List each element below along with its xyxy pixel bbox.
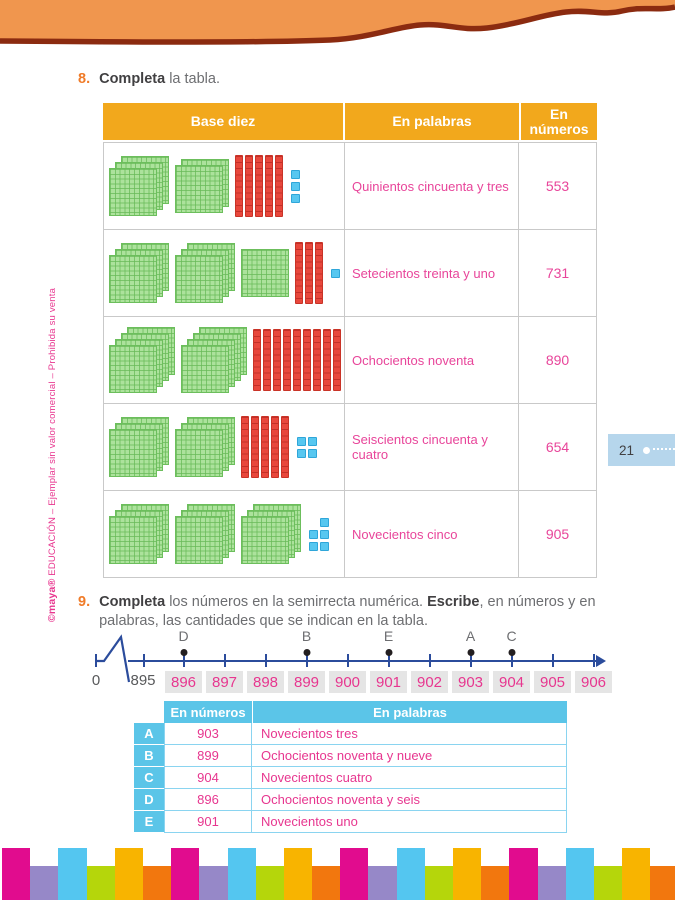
ones-cube xyxy=(320,530,329,539)
table-row xyxy=(134,745,567,767)
column-header-base-diez: Base diez xyxy=(103,103,343,140)
exercise9-number: 9. xyxy=(78,594,91,610)
footer-stripe xyxy=(228,848,256,900)
ones-cube-row xyxy=(331,269,340,278)
footer-stripe xyxy=(566,848,594,900)
column-header-en-palabras: En palabras xyxy=(345,103,519,140)
point-letter-label: D xyxy=(178,628,189,644)
footer-stripes-decoration xyxy=(0,845,675,900)
table-row xyxy=(104,230,596,317)
tens-rod xyxy=(261,416,269,478)
hundreds-flat-stack xyxy=(241,504,301,564)
number-cell: 901 xyxy=(164,811,252,833)
number-cell: 731 xyxy=(545,265,570,281)
point-letter-label: C xyxy=(506,628,517,644)
tens-rod xyxy=(303,329,311,391)
numberline-value-box: 897 xyxy=(206,671,243,693)
point-letter-label: A xyxy=(465,628,476,644)
ones-cube xyxy=(291,170,300,179)
footer-stripe xyxy=(58,848,86,900)
hundreds-flat xyxy=(109,255,157,303)
ones-cube xyxy=(308,449,317,458)
row-label-cell: D xyxy=(134,789,164,811)
number-cell: 905 xyxy=(545,526,570,542)
tens-rods-group xyxy=(241,416,289,478)
number-cell: 904 xyxy=(164,767,252,789)
footer-stripe xyxy=(284,848,312,900)
number-cell: 890 xyxy=(545,352,570,368)
hundreds-flat xyxy=(241,516,289,564)
footer-stripe xyxy=(481,866,509,900)
words-cell: Quinientos cincuenta y tres xyxy=(345,143,519,229)
tens-rod xyxy=(235,155,243,217)
ones-cubes-group xyxy=(291,170,300,203)
words-cell: Ochocientos noventa y seis xyxy=(252,789,567,811)
numberline-value-box: 903 xyxy=(452,671,489,693)
words-cell: Setecientos treinta y uno xyxy=(345,230,519,316)
hundreds-flat-stack xyxy=(109,156,169,216)
tens-rod xyxy=(333,329,341,391)
number-line-tick xyxy=(143,654,145,667)
tens-rod xyxy=(281,416,289,478)
number-line-tick xyxy=(224,654,226,667)
ones-cube xyxy=(309,542,318,551)
base-ten-blocks-cell xyxy=(104,404,345,490)
tens-rods-group xyxy=(253,329,341,391)
exercise8-title xyxy=(99,71,220,87)
hundreds-flat-stack xyxy=(109,327,175,393)
table-row xyxy=(134,767,567,789)
ones-cube xyxy=(297,437,306,446)
hundreds-flat-stack xyxy=(109,417,169,477)
hundreds-flat xyxy=(175,429,223,477)
footer-stripe xyxy=(538,866,566,900)
title-segment: Escribe xyxy=(427,594,480,610)
answers-table xyxy=(134,701,567,833)
ones-cube-row xyxy=(297,449,317,458)
ones-cube-row xyxy=(309,530,329,539)
words-cell: Ochocientos noventa xyxy=(345,317,519,403)
point-letter-label: E xyxy=(383,628,394,644)
ones-cube xyxy=(309,530,318,539)
ones-cubes-group xyxy=(309,518,329,551)
tens-rods-group xyxy=(295,242,323,304)
footer-stripe xyxy=(2,848,30,900)
words-cell: Novecientos uno xyxy=(252,811,567,833)
point-dot xyxy=(508,649,515,656)
hundreds-flat-stack xyxy=(181,327,247,393)
row-label-cell: A xyxy=(134,723,164,745)
table-row xyxy=(104,491,596,577)
ones-cube-row xyxy=(291,170,300,179)
answers-table-body xyxy=(134,723,567,833)
page-number: 21 xyxy=(619,442,635,458)
tens-rod xyxy=(275,155,283,217)
tens-rod xyxy=(305,242,313,304)
row-label-cell: B xyxy=(134,745,164,767)
base-ten-blocks-cell xyxy=(104,317,345,403)
hundreds-flat xyxy=(109,516,157,564)
hundreds-flat-stack xyxy=(175,243,235,303)
publisher-logo: ©maya® xyxy=(46,578,58,623)
tens-rod xyxy=(265,155,273,217)
hundreds-flat-stack xyxy=(109,243,169,303)
footer-stripe xyxy=(453,848,481,900)
point-dot xyxy=(385,649,392,656)
words-cell: Ochocientos noventa y nueve xyxy=(252,745,567,767)
footer-stripe xyxy=(397,848,425,900)
title-segment: , en números y en palabras, las cantidades que se indican en la tabla. xyxy=(99,594,596,629)
footer-stripe xyxy=(594,866,622,900)
hundreds-flat xyxy=(181,345,229,393)
table-row xyxy=(104,143,596,230)
number-line-tick xyxy=(429,654,431,667)
tab-dot-icon xyxy=(643,447,650,454)
footer-stripe xyxy=(256,866,284,900)
tens-rod xyxy=(251,416,259,478)
point-letter-label: B xyxy=(301,628,312,644)
words-cell: Novecientos tres xyxy=(252,723,567,745)
point-dot xyxy=(467,649,474,656)
numberline-value-box: 896 xyxy=(165,671,202,693)
top-wave-decoration xyxy=(0,0,675,50)
number-cell: 903 xyxy=(164,723,252,745)
ones-cubes-group xyxy=(297,437,317,458)
ones-cube xyxy=(320,542,329,551)
ones-cube-row xyxy=(291,182,300,191)
hundreds-flat xyxy=(109,168,157,216)
title-segment: la tabla. xyxy=(165,71,220,87)
number-cell: 654 xyxy=(545,439,570,455)
numberline-value-box: 901 xyxy=(370,671,407,693)
hundreds-flat xyxy=(109,429,157,477)
exercise8-heading xyxy=(78,70,618,89)
footer-stripe xyxy=(425,866,453,900)
table-row xyxy=(134,789,567,811)
hundreds-flat-stack xyxy=(175,417,235,477)
table-row xyxy=(134,811,567,833)
tens-rod xyxy=(263,329,271,391)
base-ten-table-header xyxy=(103,103,597,140)
column-header-en-palabras: En palabras xyxy=(253,701,567,723)
tens-rod xyxy=(323,329,331,391)
base-ten-table-body xyxy=(103,142,597,578)
number-cell: 899 xyxy=(164,745,252,767)
tens-rod xyxy=(271,416,279,478)
ones-cube xyxy=(297,449,306,458)
title-segment: los números en la semirrecta numérica. xyxy=(165,594,428,610)
table-row xyxy=(104,404,596,491)
footer-stripe xyxy=(30,866,58,900)
base-ten-blocks-cell xyxy=(104,230,345,316)
point-dot xyxy=(180,649,187,656)
footer-stripe xyxy=(199,866,227,900)
answers-table-header xyxy=(134,701,567,723)
column-header-en-numeros: En números xyxy=(521,103,597,140)
tens-rod xyxy=(293,329,301,391)
ones-cube-row xyxy=(309,542,329,551)
footer-stripe xyxy=(87,866,115,900)
exercise9-heading xyxy=(78,593,618,631)
hundreds-flat xyxy=(175,516,223,564)
words-cell: Novecientos cuatro xyxy=(252,767,567,789)
number-line-axis xyxy=(128,660,598,662)
exercise8-number: 8. xyxy=(78,71,91,87)
words-cell: Novecientos cinco xyxy=(345,491,519,577)
point-dot xyxy=(303,649,310,656)
hundreds-flat xyxy=(241,249,289,297)
tens-rod xyxy=(241,416,249,478)
hundreds-flat xyxy=(109,345,157,393)
tab-dotted-leader xyxy=(653,447,675,450)
table-row xyxy=(134,723,567,745)
ones-cubes-group xyxy=(331,269,340,278)
tens-rod xyxy=(255,155,263,217)
ones-cube-row xyxy=(320,518,329,527)
number-line-tick xyxy=(95,654,97,667)
row-label-cell: E xyxy=(134,811,164,833)
footer-stripe xyxy=(340,848,368,900)
exercise9-title xyxy=(99,593,618,631)
row-label-cell: C xyxy=(134,767,164,789)
tens-rod xyxy=(313,329,321,391)
hundreds-flat-stack xyxy=(175,159,229,213)
numberline-value-box: 902 xyxy=(411,671,448,693)
tens-rod xyxy=(315,242,323,304)
break-label: 895 xyxy=(130,672,156,689)
hundreds-flat-stack xyxy=(241,249,289,297)
tens-rod xyxy=(253,329,261,391)
footer-stripe xyxy=(368,866,396,900)
footer-stripe xyxy=(115,848,143,900)
footer-stripe xyxy=(509,848,537,900)
page-number-tab xyxy=(608,434,675,466)
copyright-text: EDUCACIÓN – Ejemplar sin valor comercial – Prohibida su venta xyxy=(47,287,58,579)
numberline-value-box: 906 xyxy=(575,671,612,693)
numberline-value-box: 904 xyxy=(493,671,530,693)
numberline-value-box: 900 xyxy=(329,671,366,693)
number-line-arrow-icon xyxy=(596,655,606,667)
number-line xyxy=(0,628,675,698)
tens-rod xyxy=(245,155,253,217)
copyright-sidebar xyxy=(46,275,58,635)
ones-cube xyxy=(320,518,329,527)
tens-rod xyxy=(295,242,303,304)
ones-cube xyxy=(291,182,300,191)
number-cell: 896 xyxy=(164,789,252,811)
hundreds-flat xyxy=(175,255,223,303)
tens-rod xyxy=(283,329,291,391)
footer-stripe xyxy=(312,866,340,900)
title-segment: Completa xyxy=(99,71,166,87)
table-row xyxy=(104,317,596,404)
base-ten-blocks-cell xyxy=(104,491,345,577)
base-ten-table xyxy=(103,103,597,578)
hundreds-flat-stack xyxy=(109,504,169,564)
ones-cube xyxy=(331,269,340,278)
words-cell: Seiscientos cincuenta y cuatro xyxy=(345,404,519,490)
numberline-value-box: 898 xyxy=(247,671,284,693)
ones-cube-row xyxy=(297,437,317,446)
footer-stripe xyxy=(171,848,199,900)
number-line-tick xyxy=(593,654,595,667)
footer-stripe xyxy=(143,866,171,900)
ones-cube xyxy=(308,437,317,446)
tens-rods-group xyxy=(235,155,283,217)
number-line-tick xyxy=(265,654,267,667)
ones-cube-row xyxy=(291,194,300,203)
numberline-value-box: 899 xyxy=(288,671,325,693)
hundreds-flat-stack xyxy=(175,504,235,564)
hundreds-flat xyxy=(175,165,223,213)
number-line-tick xyxy=(552,654,554,667)
origin-label: 0 xyxy=(91,672,101,689)
number-cell: 553 xyxy=(545,178,570,194)
numberline-value-box: 905 xyxy=(534,671,571,693)
title-segment: Completa xyxy=(99,594,166,610)
footer-stripe xyxy=(622,848,650,900)
base-ten-blocks-cell xyxy=(104,143,345,229)
ones-cube xyxy=(291,194,300,203)
column-header-en-numeros: En números xyxy=(164,701,253,723)
tens-rod xyxy=(273,329,281,391)
header-spacer xyxy=(134,701,164,723)
footer-stripe xyxy=(650,866,675,900)
number-line-tick xyxy=(347,654,349,667)
